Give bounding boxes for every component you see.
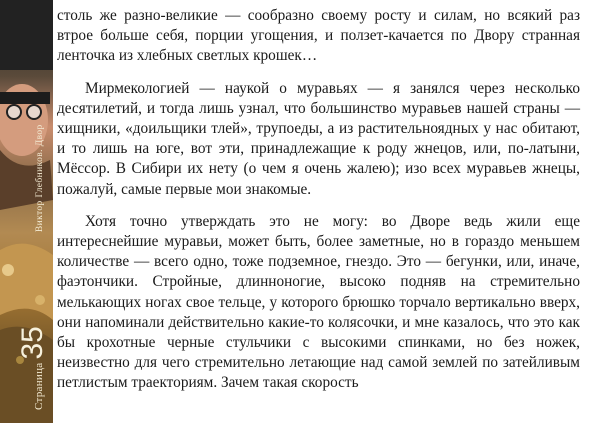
paragraph-3: Хотя точно утверждать это не могу: во Дворе ведь жили еще интереснейшие муравьи, может быть, более заметные, но в гораздо меньшем количестве — всего одно, тоже подземное, гнездо. Это — бегунки, или, иначе, фаэтончики. Стройные, длинноногие, высоко подняв на стремительно мелькающих ногах свое тельце, у которого брюшко торчало вертикально вверх, они напоминали действительно какие-то колясочки, и мне казалось, что это как бы крохотные черные стульчики с высокими спинками, но без ножек, неизвестно для чего стремительно летающие над самой землей по затейливым петлистым траекториям. Зачем такая скорость	[57, 212, 580, 392]
vertical-page-caption	[18, 124, 48, 410]
side-photo-strip	[0, 0, 53, 423]
paragraph-1: столь же разно-великие — сообразно своему росту и силам, но всякий раз втрое больше себя, порции угощения, и ползет-качается по Двору странная ленточка из хлебных светлых крошек…	[57, 7, 580, 65]
running-title: Виктор Глебников. Двор	[35, 124, 45, 233]
page-label: Страница	[33, 362, 45, 410]
paragraph-2: Мирмекологией — наукой о муравьях — я занялся через несколько десятилетий, и тогда лишь узнал, что большинство муравьев нашей страны — хищники, «доильщики тлей», трупоеды, а из растительноядных у нас обитают, и то лишь на юге, вот эти, принадлежащие к роду жнецов, или, по-латыни, Мёссор. В Сибири их нету (о чем я очень жалею); изо всех муравьев жнецы, пожалуй, самые первые мои знакомые.	[57, 79, 580, 198]
body-text	[57, 6, 580, 406]
page-number: 35	[16, 326, 49, 360]
